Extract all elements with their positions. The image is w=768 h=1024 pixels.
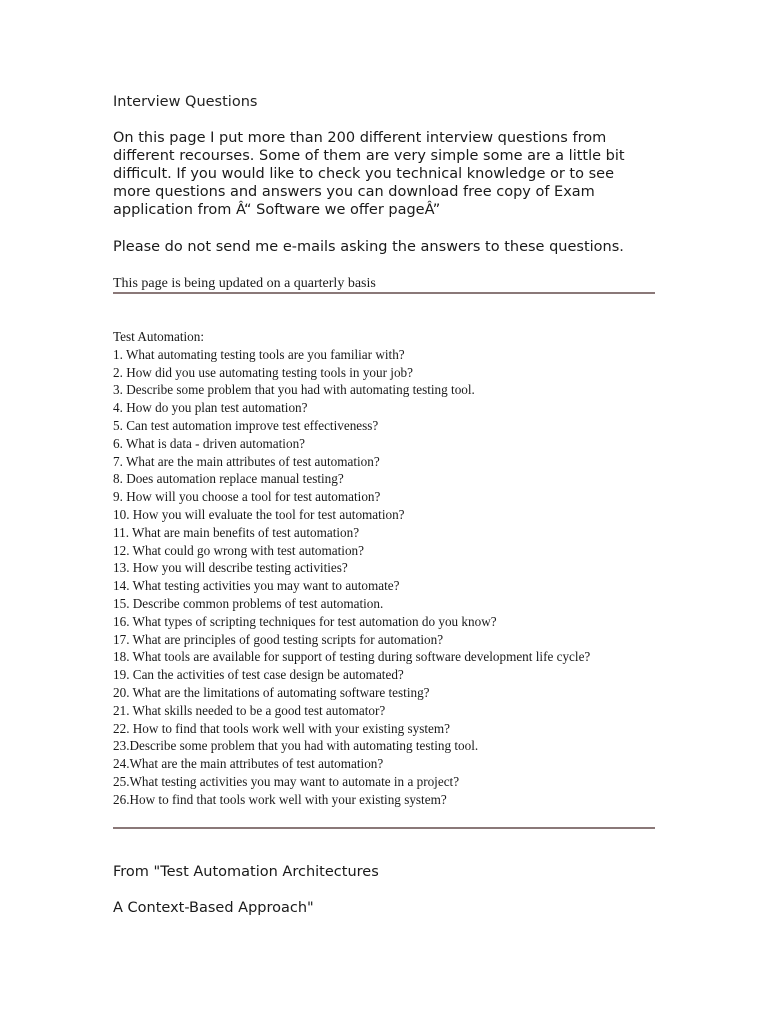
divider-top <box>113 292 655 294</box>
question-item: 24.What are the main attributes of test automation? <box>113 756 384 772</box>
question-item: 25.What testing activities you may want to automate in a project? <box>113 773 460 789</box>
question-item: 26.How to find that tools work well with your existing system? <box>113 791 447 807</box>
source-line-1: From "Test Automation Architectures <box>113 864 379 880</box>
question-item: 17. What are principles of good testing scripts for automation? <box>113 631 444 647</box>
question-item: 12. What could go wrong with test automation? <box>113 542 365 558</box>
question-item: 21. What skills needed to be a good test automator? <box>113 702 386 718</box>
question-list <box>113 346 655 809</box>
section-heading: Test Automation: <box>113 329 205 344</box>
questions-section <box>113 328 655 809</box>
question-item: 7. What are the main attributes of test automation? <box>113 453 380 469</box>
question-item: 9. How will you choose a tool for test automation? <box>113 489 381 505</box>
update-note: This page is being updated on a quarterly basis <box>113 276 376 291</box>
question-item: 10. How you will evaluate the tool for test automation? <box>113 506 405 522</box>
intro-paragraph <box>113 129 655 219</box>
question-item: 3. Describe some problem that you had with automating testing tool. <box>113 382 475 398</box>
question-item: 2. How did you use automating testing tools in your job? <box>113 364 413 380</box>
page-title: Interview Questions <box>113 94 258 110</box>
question-item: 13. How you will describe testing activities? <box>113 560 348 576</box>
question-item: 5. Can test automation improve test effectiveness? <box>113 417 379 433</box>
question-item: 22. How to find that tools work well with your existing system? <box>113 720 450 736</box>
question-item: 15. Describe common problems of test automation. <box>113 595 384 611</box>
intro-text: On this page I put more than 200 different interview questions from different recourses. Some of them are very simple some are a little bit difficult. If you would like to check you technical knowledge or to see more questions and answers you can download free copy of Exam application from Â“ Software we offer pageÂ” <box>113 130 625 218</box>
question-item: 23.Describe some problem that you had with automating testing tool. <box>113 738 479 754</box>
source-line-2: A Context-Based Approach" <box>113 900 314 916</box>
question-item: 11. What are main benefits of test automation? <box>113 524 360 540</box>
question-item: 1. What automating testing tools are you familiar with? <box>113 346 405 362</box>
question-item: 19. Can the activities of test case design be automated? <box>113 667 404 683</box>
question-item: 16. What types of scripting techniques for test automation do you know? <box>113 613 497 629</box>
question-item: 14. What testing activities you may want to automate? <box>113 578 400 594</box>
question-item: 4. How do you plan test automation? <box>113 400 308 416</box>
notice-text: Please do not send me e-mails asking the answers to these questions. <box>113 239 624 255</box>
question-item: 20. What are the limitations of automating software testing? <box>113 684 430 700</box>
divider-bottom <box>113 827 655 829</box>
question-item: 6. What is data - driven automation? <box>113 435 306 451</box>
question-item: 8. Does automation replace manual testing? <box>113 471 344 487</box>
question-item: 18. What tools are available for support of testing during software development life cycle? <box>113 649 591 665</box>
